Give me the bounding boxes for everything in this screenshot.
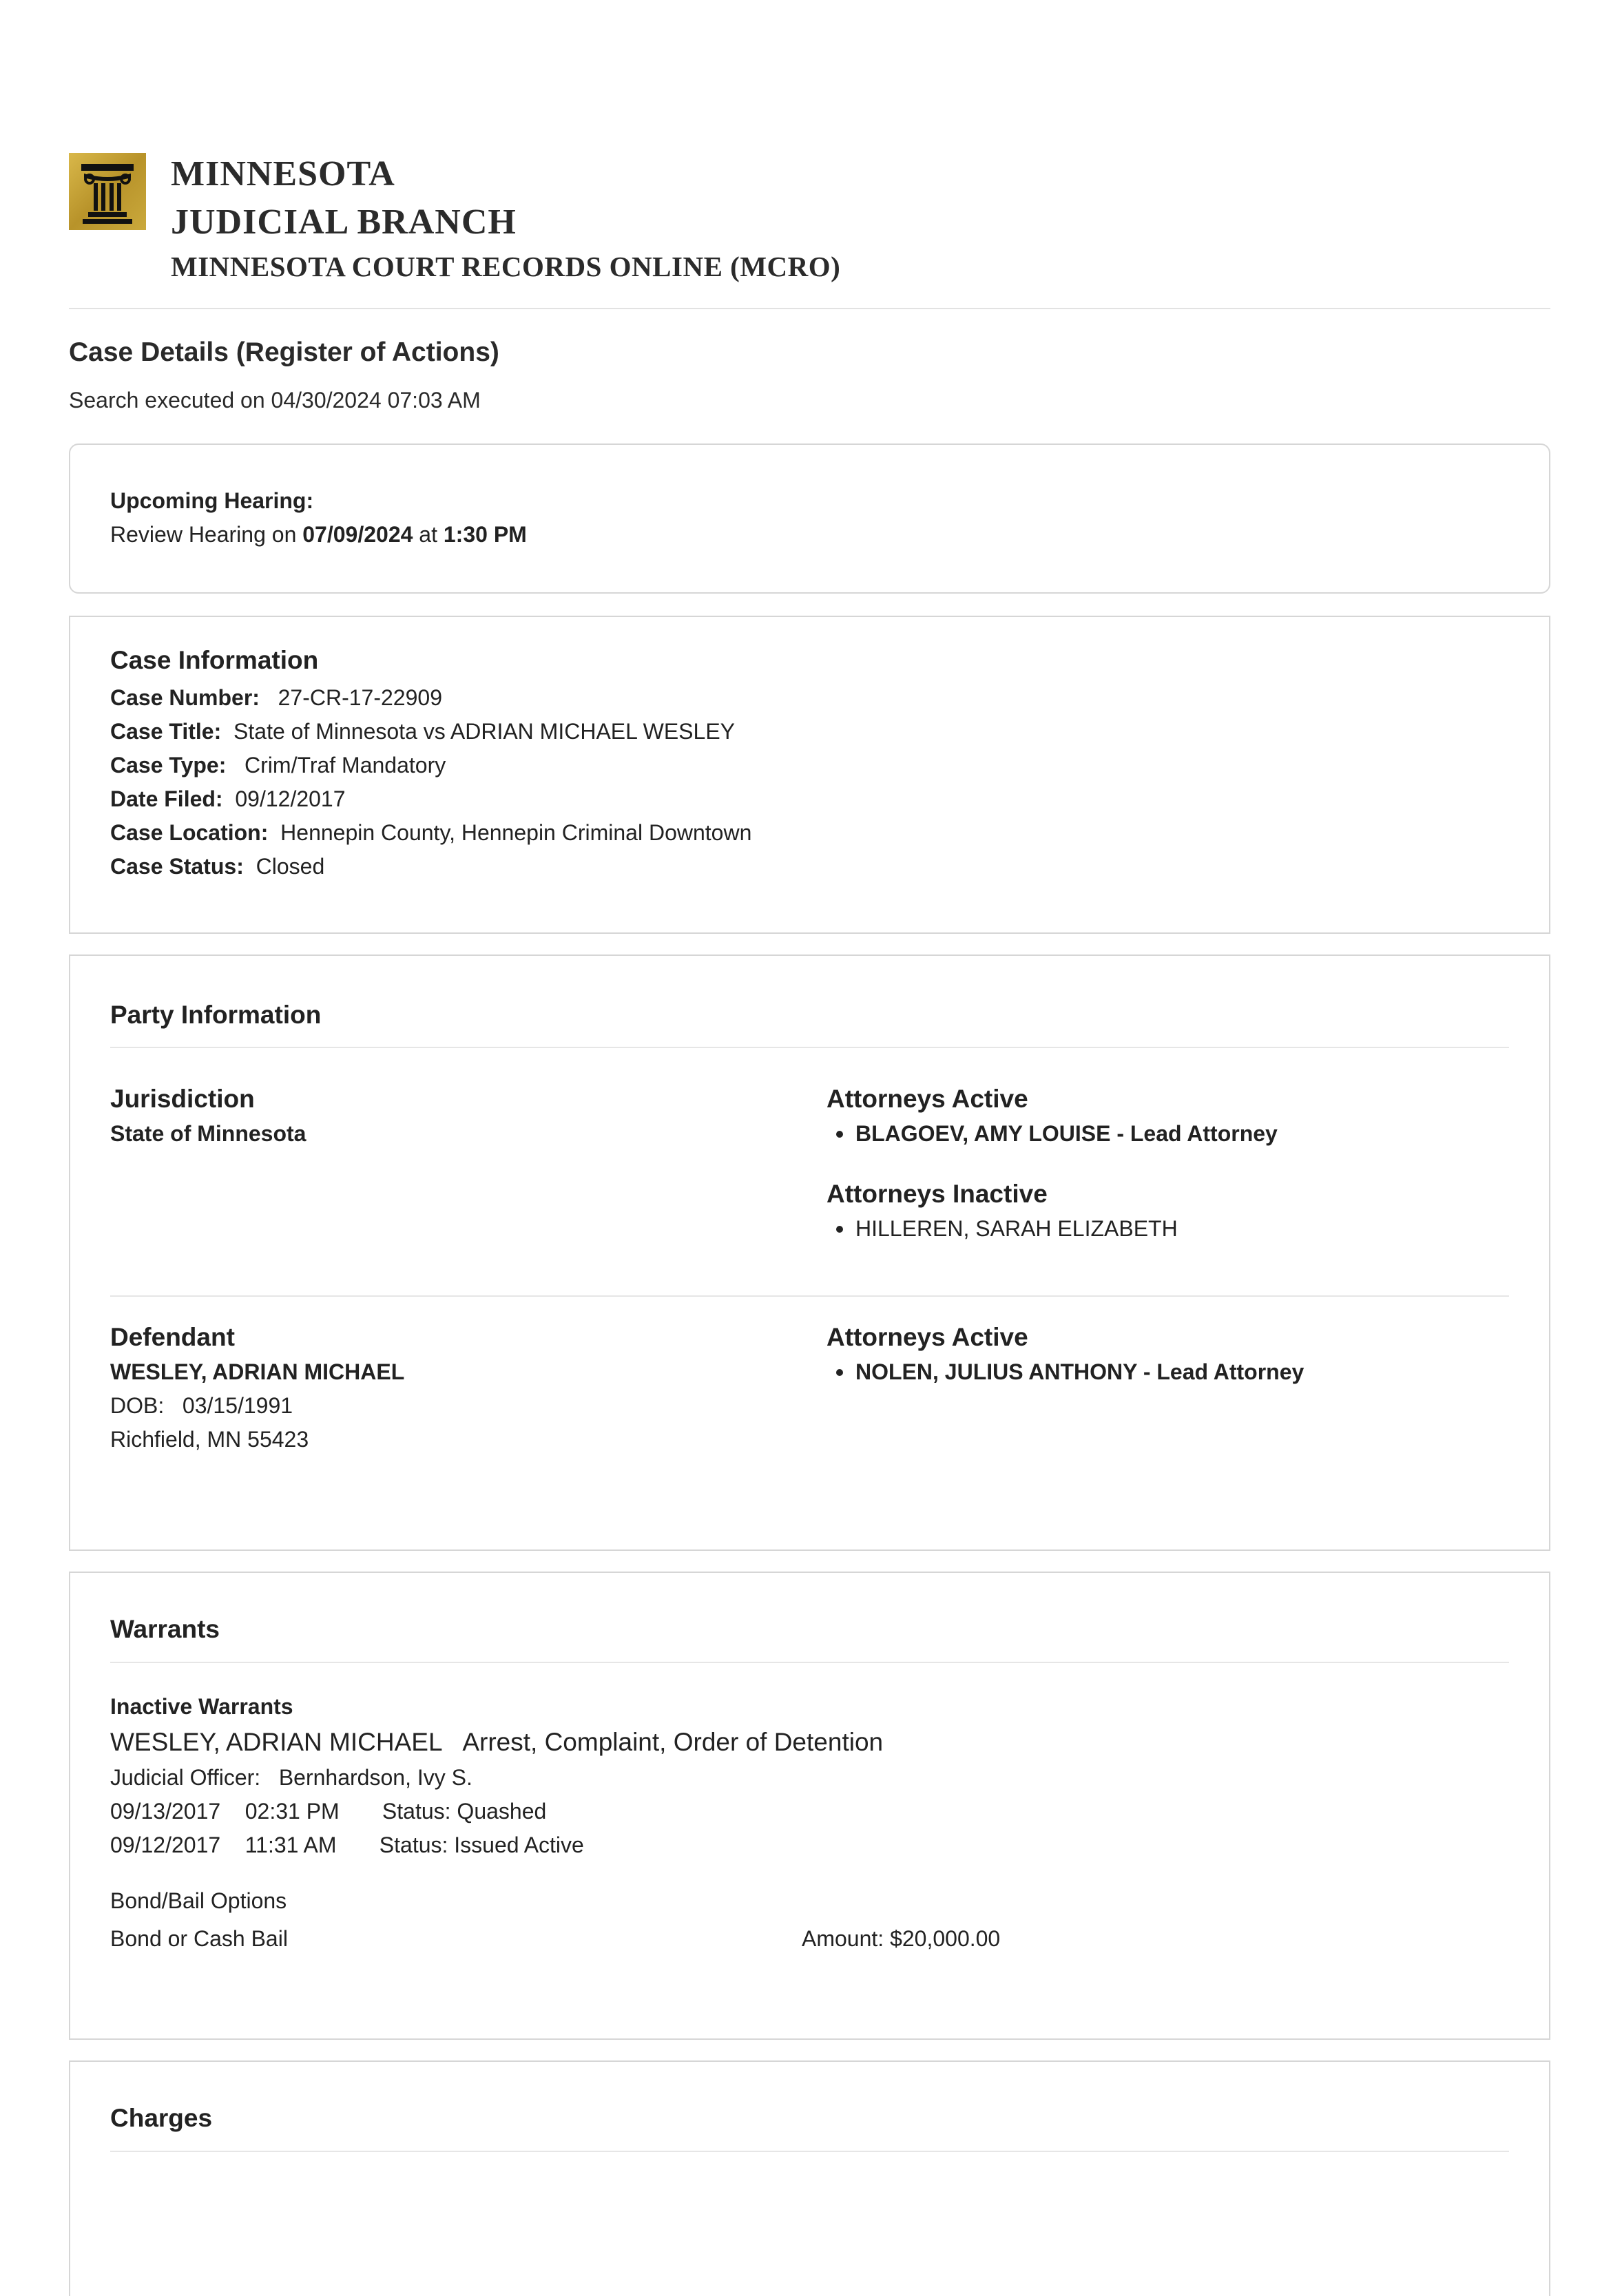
warrant-event-row (110, 1795, 1508, 1828)
warrant-event-row (110, 1828, 1508, 1862)
warrants-box (69, 1572, 1550, 2040)
event-date: 09/12/2017 (110, 1833, 221, 1857)
case-type-label: Case Type: (110, 753, 227, 777)
warrant-subject-row (110, 1724, 1508, 1761)
attorneys-inactive-list (827, 1212, 1508, 1246)
jurisdiction-attorneys (827, 1081, 1508, 1246)
jurisdiction-heading: Jurisdiction (110, 1085, 255, 1113)
upcoming-hearing-detail (110, 518, 1509, 552)
case-status-row (110, 850, 1509, 884)
party-information-box (69, 954, 1550, 1551)
warrant-type: Arrest, Complaint, Order of Detention (462, 1728, 884, 1756)
divider (110, 1047, 1509, 1048)
jurisdiction-section (110, 1081, 730, 1151)
hearing-at: at (419, 522, 437, 547)
courthouse-pillar-icon (69, 153, 146, 230)
party-information-title: Party Information (110, 1001, 322, 1029)
divider (110, 1662, 1509, 1663)
date-filed-label: Date Filed: (110, 786, 223, 811)
dob-value: 03/15/1991 (182, 1393, 293, 1418)
defendant-heading: Defendant (110, 1323, 235, 1351)
charges-title: Charges (110, 2104, 213, 2132)
page-title: Case Details (Register of Actions) (69, 337, 499, 367)
attorneys-active-heading: Attorneys Active (827, 1323, 1028, 1351)
bond-amount: Amount: $20,000.00 (802, 1926, 1001, 1951)
case-title-row (110, 715, 1509, 749)
brand-line-3: MINNESOTA COURT RECORDS ONLINE (MCRO) (171, 251, 841, 282)
defendant-attorneys (827, 1319, 1508, 1389)
case-title-value: State of Minnesota vs ADRIAN MICHAEL WESLEY (233, 719, 735, 744)
bond-row (110, 1918, 1508, 1959)
divider (110, 2151, 1509, 2152)
case-information-box (69, 616, 1550, 934)
case-location-value: Hennepin County, Hennepin Criminal Downtown (280, 820, 752, 845)
defendant-section (110, 1319, 730, 1457)
case-status-value: Closed (256, 854, 325, 879)
warrants-title: Warrants (110, 1615, 220, 1643)
brand-line-1: MINNESOTA (171, 154, 395, 194)
hearing-date: 07/09/2024 (302, 522, 413, 547)
bond-options-heading: Bond/Bail Options (110, 1888, 287, 1913)
site-header (69, 150, 1550, 309)
attorneys-inactive-heading: Attorneys Inactive (827, 1180, 1048, 1208)
case-location-row (110, 816, 1509, 850)
upcoming-hearing-box (69, 443, 1550, 594)
brand-line-2: JUDICIAL BRANCH (171, 202, 517, 242)
case-location-label: Case Location: (110, 820, 269, 845)
jurisdiction-name: State of Minnesota (110, 1121, 306, 1146)
upcoming-hearing-label: Upcoming Hearing: (110, 488, 314, 513)
dob-label: DOB: (110, 1393, 165, 1418)
inactive-warrants-heading: Inactive Warrants (110, 1694, 293, 1719)
event-status: Status: Issued Active (379, 1833, 584, 1857)
charges-box (69, 2060, 1550, 2296)
date-filed-value: 09/12/2017 (235, 786, 346, 811)
warrant-subject: WESLEY, ADRIAN MICHAEL (110, 1728, 443, 1756)
date-filed-row (110, 782, 1509, 816)
judicial-officer-row (110, 1761, 1508, 1795)
brand-title (171, 150, 840, 286)
event-time: 11:31 AM (245, 1833, 337, 1857)
attorney-item: NOLEN, JULIUS ANTHONY - Lead Attorney (827, 1355, 1508, 1389)
judicial-officer-label: Judicial Officer: (110, 1765, 261, 1790)
case-title-label: Case Title: (110, 719, 222, 744)
event-status: Status: Quashed (382, 1799, 547, 1824)
bond-type: Bond or Cash Bail (110, 1926, 288, 1951)
case-information-title: Case Information (110, 646, 319, 674)
case-status-label: Case Status: (110, 854, 244, 879)
event-date: 09/13/2017 (110, 1799, 221, 1824)
defendant-address: Richfield, MN 55423 (110, 1427, 309, 1452)
event-time: 02:31 PM (245, 1799, 340, 1824)
attorney-item: HILLEREN, SARAH ELIZABETH (827, 1212, 1508, 1246)
hearing-time: 1:30 PM (443, 522, 527, 547)
judicial-officer-value: Bernhardson, Ivy S. (278, 1765, 472, 1790)
defendant-name: WESLEY, ADRIAN MICHAEL (110, 1359, 405, 1384)
case-type-value: Crim/Traf Mandatory (245, 753, 446, 777)
case-number-value: 27-CR-17-22909 (278, 685, 442, 710)
inactive-warrants-section (110, 1690, 1508, 1959)
case-type-row (110, 749, 1509, 782)
attorney-item: BLAGOEV, AMY LOUISE - Lead Attorney (827, 1117, 1508, 1151)
attorneys-active-list (827, 1117, 1508, 1151)
defendant-dob-row (110, 1389, 730, 1423)
hearing-prefix: Review Hearing on (110, 522, 297, 547)
case-number-row (110, 681, 1509, 715)
search-executed-text: Search executed on 04/30/2024 07:03 AM (69, 388, 481, 413)
attorneys-active-list (827, 1355, 1508, 1389)
divider (110, 1295, 1509, 1297)
case-number-label: Case Number: (110, 685, 260, 710)
attorneys-active-heading: Attorneys Active (827, 1085, 1028, 1113)
